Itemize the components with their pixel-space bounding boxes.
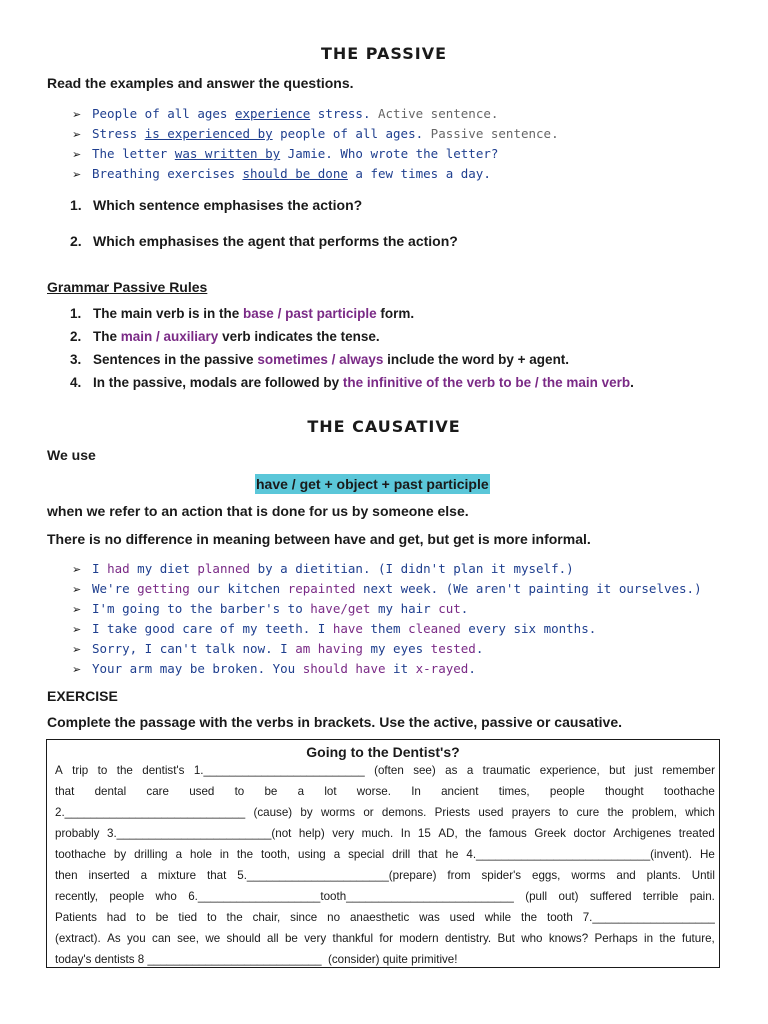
example-text-segment: Your arm may be broken. You (92, 661, 303, 676)
example-text-segment: have (332, 621, 363, 636)
arrow-bullet-icon: ➢ (72, 563, 82, 576)
example-text-segment: I take good care of my teeth. I (92, 621, 333, 636)
passage-word: the (607, 806, 624, 819)
passage-word: you (126, 932, 146, 945)
passage-word: worse. (356, 785, 391, 798)
passage-word: probably (55, 827, 100, 840)
grammar-rules-heading: Grammar Passive Rules (47, 279, 208, 295)
passage-word: to (234, 785, 245, 798)
passage-word: 6.___________________tooth__________________________ (188, 890, 514, 903)
passage-word: In (400, 827, 411, 840)
passive-instructions: Read the examples and answer the questions. (47, 75, 354, 91)
passage-word: that (206, 869, 227, 882)
passage-word: to (206, 911, 217, 924)
passage-word: from (447, 869, 471, 882)
rule-text-segment: In the passive, modals are followed by (93, 375, 343, 390)
passage-word: no (327, 911, 341, 924)
example-text-segment: had (107, 561, 130, 576)
rule-item (70, 371, 634, 394)
passage-word: in (644, 932, 654, 945)
example-text-segment: my eyes (362, 641, 431, 656)
arrow-bullet-icon: ➢ (72, 643, 82, 656)
passage-line (55, 949, 715, 970)
passage-word: modern (399, 932, 439, 945)
passage-word: the (226, 911, 243, 924)
passage-word: the (236, 848, 254, 861)
passage-word: chair, (252, 911, 281, 924)
passage-word: recently, (55, 890, 98, 903)
passage-word: As (107, 932, 121, 945)
arrow-bullet-icon: ➢ (72, 623, 82, 636)
passage-word: Greek (534, 827, 566, 840)
passage-word: should (226, 932, 261, 945)
example-text-segment: I (92, 561, 108, 576)
passage-word: drilling (134, 848, 168, 861)
example-text-segment: was written by (174, 146, 281, 161)
passage-word: people (549, 785, 585, 798)
example-text-segment: cut (438, 601, 461, 616)
example-text-segment: The letter (92, 146, 175, 161)
passage-word: which (685, 806, 715, 819)
passage-word: see) (413, 764, 436, 777)
passage-word: using (298, 848, 326, 861)
passage-word: 4.___________________________(invent). (466, 848, 693, 861)
passage-word: 5.______________________(prepare) (237, 869, 437, 882)
rule-text-segment: The main verb is in the (93, 306, 244, 321)
example-text-segment: planned (197, 561, 251, 576)
rule-text-segment: include the word by + agent. (383, 352, 570, 367)
passive-example-item (72, 164, 559, 184)
passage-word: cure (576, 806, 600, 819)
passage-line (55, 802, 715, 823)
passage-word: spider's (481, 869, 522, 882)
passage-word: 3.________________________(not (107, 827, 292, 840)
passage-word: knows? (548, 932, 589, 945)
causative-example-item (72, 619, 702, 639)
exercise-heading: EXERCISE (47, 688, 118, 704)
question-number: 2. (70, 233, 82, 249)
rule-text-segment: base / past participle (243, 306, 377, 321)
exercise-passage-box (46, 739, 720, 968)
passage-word: care (146, 785, 169, 798)
rule-text-segment: verb indicates the tense. (218, 329, 380, 344)
passage-word: Until (691, 869, 715, 882)
passage-word: tied (178, 911, 198, 924)
passage-word: prayers (511, 806, 551, 819)
passage-word: for (379, 932, 393, 945)
rule-number: 1. (70, 306, 82, 321)
example-text-segment: it (385, 661, 416, 676)
passage-word: by (300, 806, 313, 819)
passage-line (55, 781, 715, 802)
passage-word: Patients (55, 911, 97, 924)
passage-word: the (116, 764, 133, 777)
passage-word: used (478, 806, 504, 819)
example-text-segment: should be done (242, 166, 348, 181)
arrow-bullet-icon: ➢ (72, 108, 82, 121)
passage-word: who (521, 932, 543, 945)
causative-example-item (72, 659, 702, 679)
example-text-segment: Stress (92, 126, 145, 141)
passage-word: the (465, 827, 482, 840)
passage-line (55, 844, 715, 865)
passage-word: thought (604, 785, 644, 798)
passage-word: worms (320, 806, 356, 819)
passage-word: the (659, 932, 676, 945)
passage-word: be (284, 932, 298, 945)
causative-examples-list (72, 559, 702, 679)
passage-word: he (445, 848, 459, 861)
passage-line (55, 907, 715, 928)
passage-word: very (332, 827, 355, 840)
passage-word: In (411, 785, 421, 798)
passage-word: that (418, 848, 438, 861)
passage-word: be (264, 785, 278, 798)
passage-word: since (290, 911, 318, 924)
we-use-text: We use (47, 447, 96, 463)
passage-word: hole (190, 848, 212, 861)
passage-word: then (55, 869, 78, 882)
passage-word: in (219, 848, 229, 861)
passage-word: while (484, 911, 512, 924)
passage-word: 15 (417, 827, 431, 840)
passage-word: had (106, 911, 127, 924)
rule-text-segment: Sentences in the passive (93, 352, 258, 367)
example-text-segment: is experienced by (144, 126, 273, 141)
example-text-segment: them (362, 621, 409, 636)
passage-word: tooth (547, 911, 573, 924)
passage-word: pain. (689, 890, 715, 903)
example-text-segment: tested (430, 641, 476, 656)
passage-word: used (189, 785, 215, 798)
passage-word: used (449, 911, 475, 924)
causative-title: THE CAUSATIVE (307, 417, 461, 436)
passage-word: A (55, 764, 63, 777)
example-text-segment: experience (235, 106, 311, 121)
passage-word: a (297, 785, 305, 798)
question-item (70, 233, 458, 269)
example-text-segment: a few times a day. (347, 166, 491, 181)
passage-word: out) (558, 890, 579, 903)
passage-word: doctor (573, 827, 606, 840)
passage-word: just (634, 764, 653, 777)
passage-word: plants. (646, 869, 681, 882)
question-text: Which emphasises the agent that performs the action? (93, 233, 458, 249)
rule-item (70, 302, 634, 325)
example-text-segment: have/get (310, 601, 371, 616)
passage-word: eggs, (532, 869, 561, 882)
example-text-segment: Breathing exercises (92, 166, 243, 181)
passage-line (55, 865, 715, 886)
rule-text-segment: . (630, 375, 634, 390)
passage-title: Going to the Dentist's? (306, 744, 460, 760)
passage-line (55, 928, 715, 949)
causative-example-item (72, 559, 702, 579)
passage-word: anaesthetic (349, 911, 410, 924)
passage-word: demons. (381, 806, 427, 819)
rule-text-segment: the infinitive of the verb to be / the main verb (342, 375, 631, 390)
rule-number: 2. (70, 329, 82, 344)
passage-word: as (445, 764, 458, 777)
question-text: Which sentence emphasises the action? (93, 197, 363, 213)
passive-example-item (72, 124, 559, 144)
passage-word: a (175, 848, 183, 861)
causative-example-item (72, 639, 702, 659)
passive-questions-list (70, 197, 458, 269)
passage-word: toothache (55, 848, 106, 861)
passage-word: lot (324, 785, 337, 798)
passage-word: today's dentists 8 ___________________________ (consider) quite primitive! (55, 953, 458, 966)
passage-word: trip (72, 764, 89, 777)
passage-word: and (616, 869, 636, 882)
passage-word: Priests (434, 806, 471, 819)
passage-word: that (55, 785, 75, 798)
example-text-segment: Jamie. Who wrote the letter? (280, 146, 499, 161)
question-item (70, 197, 458, 233)
passive-title: THE PASSIVE (320, 44, 448, 63)
causative-formula: have / get + object + past participle (256, 476, 489, 492)
passage-word: dental (94, 785, 127, 798)
causative-example-item (72, 579, 702, 599)
passage-word: future, (681, 932, 715, 945)
example-text-segment: Active sentence. (378, 106, 499, 121)
passage-word: treated (678, 827, 715, 840)
passage-word: to (136, 911, 146, 924)
arrow-bullet-icon: ➢ (72, 128, 82, 141)
passage-word: But (497, 932, 515, 945)
passage-word: toothache (663, 785, 715, 798)
example-text-segment: We're (92, 581, 138, 596)
passage-word: who (155, 890, 177, 903)
rule-number: 3. (70, 352, 82, 367)
passage-word: much. (361, 827, 394, 840)
example-text-segment: . (468, 661, 476, 676)
passage-word: all (267, 932, 279, 945)
passage-word: see, (177, 932, 199, 945)
passive-examples-list (72, 104, 559, 184)
causative-example-item (72, 599, 702, 619)
example-text-segment: am having (295, 641, 363, 656)
rule-text-segment: form. (376, 306, 415, 321)
causative-difference-text: There is no difference in meaning between have and get, but get is more informal. (47, 531, 591, 547)
rule-item (70, 348, 634, 371)
arrow-bullet-icon: ➢ (72, 168, 82, 181)
arrow-bullet-icon: ➢ (72, 663, 82, 676)
passage-line (55, 886, 715, 907)
passage-word: people (109, 890, 145, 903)
grammar-rules-list (70, 302, 634, 394)
arrow-bullet-icon: ➢ (72, 148, 82, 161)
example-text-segment: my diet (129, 561, 198, 576)
example-text-segment: x-rayed (415, 661, 469, 676)
passage-word: terrible (642, 890, 679, 903)
exercise-instructions: Complete the passage with the verbs in brackets. Use the active, passive or causative. (47, 714, 623, 730)
passage-word: worms (571, 869, 606, 882)
passage-word: a (466, 764, 474, 777)
passage-word: to (97, 764, 108, 777)
example-text-segment: I'm going to the barber's to (92, 601, 311, 616)
passage-word: famous (488, 827, 527, 840)
rule-item (70, 325, 634, 348)
example-text-segment: repainted (287, 581, 356, 596)
passage-word: thankful (332, 932, 374, 945)
passage-word: very (304, 932, 327, 945)
example-text-segment: our kitchen (189, 581, 288, 596)
passage-word: Archigenes (613, 827, 672, 840)
example-text-segment: should have (302, 661, 386, 676)
passage-word: times, (498, 785, 530, 798)
passage-word: (extract). (55, 932, 101, 945)
passage-word: help) (298, 827, 325, 840)
causative-when-text: when we refer to an action that is done for us by someone else. (47, 503, 469, 519)
passage-line (55, 760, 715, 781)
passage-word: problem, (631, 806, 677, 819)
passage-word: 1._________________________ (193, 764, 365, 777)
arrow-bullet-icon: ➢ (72, 583, 82, 596)
passage-word: AD, (438, 827, 458, 840)
arrow-bullet-icon: ➢ (72, 603, 82, 616)
question-number: 1. (70, 197, 82, 213)
passage-word: can (152, 932, 171, 945)
passage-word: special (348, 848, 385, 861)
passage-word: experience, (539, 764, 600, 777)
passage-word: Perhaps (594, 932, 638, 945)
passage-word: mixture (158, 869, 197, 882)
passage-text (55, 760, 715, 970)
passage-word: (pull (525, 890, 548, 903)
passage-word: be (155, 911, 169, 924)
rule-number: 4. (70, 375, 82, 390)
passage-word: (cause) (253, 806, 293, 819)
passive-example-item (72, 104, 559, 124)
example-text-segment: . (475, 641, 484, 656)
passage-word: we (205, 932, 221, 945)
example-text-segment: stress. (310, 106, 378, 121)
passage-word: (often (374, 764, 404, 777)
example-text-segment: Sorry, I can't talk now. I (92, 641, 296, 656)
example-text-segment: every six months. (460, 621, 597, 636)
example-text-segment: getting (137, 581, 190, 596)
passage-word: but (609, 764, 626, 777)
passage-word: 7.___________________ (582, 911, 715, 924)
passage-word: was (419, 911, 440, 924)
passage-line (55, 823, 715, 844)
passage-word: a (140, 869, 148, 882)
rule-text-segment: main / auxiliary (120, 329, 219, 344)
passage-word: a (333, 848, 341, 861)
rule-text-segment: sometimes / always (257, 352, 384, 367)
passage-word: dentistry. (444, 932, 492, 945)
passage-word: by (113, 848, 127, 861)
example-text-segment: next week. (We aren't painting it ourselves.) (355, 581, 702, 596)
passage-word: dentist's (142, 764, 185, 777)
passage-word: remember (662, 764, 715, 777)
passage-word: the (521, 911, 538, 924)
passage-word: tooth, (261, 848, 291, 861)
example-text-segment: cleaned (408, 621, 461, 636)
passage-word: 2.____________________________ (55, 806, 246, 819)
rule-text-segment: The (93, 329, 121, 344)
example-text-segment: my hair (370, 601, 439, 616)
passage-word: drill (392, 848, 411, 861)
passage-word: inserted (88, 869, 130, 882)
example-text-segment: people of all ages. (272, 126, 431, 141)
example-text-segment: People of all ages (92, 106, 235, 121)
passage-word: He (700, 848, 715, 861)
passage-word: suffered (589, 890, 632, 903)
passage-word: ancient (441, 785, 479, 798)
example-text-segment: Passive sentence. (430, 126, 559, 141)
passage-word: or (363, 806, 374, 819)
passive-example-item (72, 144, 559, 164)
example-text-segment: . (460, 601, 469, 616)
passage-word: to (558, 806, 569, 819)
example-text-segment: by a dietitian. (I didn't plan it myself.) (250, 561, 574, 576)
passage-word: traumatic (482, 764, 531, 777)
